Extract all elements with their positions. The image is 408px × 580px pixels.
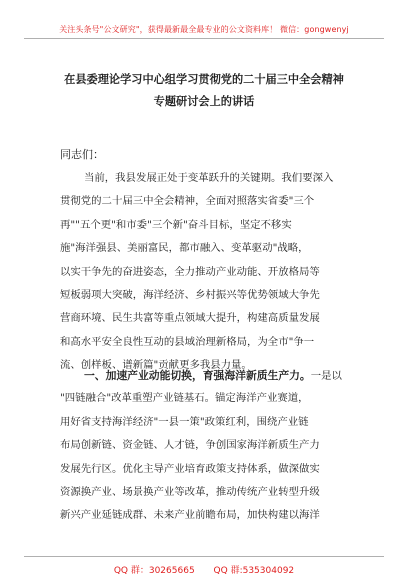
header-divider [24,38,384,39]
paragraph-line: 施"海洋强县、美丽富民，都市融入、变革驱动"战略， [60,242,309,255]
paragraph-line: 再""五个更"和市委"三个新"奋斗目标，坚定不移实 [60,218,292,231]
footer [0,563,408,576]
paragraph-line: 和高水平安全良性互动的县域治理新格局，为全市"争一 [60,335,315,348]
paragraph-line: 用好省支持海洋经济"一县一策"政策红利，围绕产业链 [60,415,309,428]
paragraph-1 [60,167,356,378]
paragraph-line: 以实干争先的奋进姿态，全力推动产业动能、开放格局等 [60,265,320,278]
footer-qq-group-1: QQ 群：30265665 [113,566,195,576]
section-heading-line [60,364,356,387]
paragraph-line: "四链融合"改革重塑产业链基石。锚定海洋产业赛道， [60,392,309,405]
paragraph-line: 新兴产业延链成群、未来产业前瞻布局，加快构建以海洋 [60,509,320,522]
top-banner: 关注头条号"公文研究"，获得最新最全最专业的公文资料库！ 微信：gongwenyj [59,25,349,34]
document-title-line2: 专题研讨会上的讲话 [153,95,255,108]
document-title-line1: 在县委理论学习中心组学习贯彻党的二十届三中全会精神 [64,73,344,86]
paragraph-2 [60,364,356,528]
paragraph-line: 发展先行区。优化主导产业培育政策支持体系，做深做实 [60,462,320,475]
paragraph-line: 贯彻党的二十届三中全会精神，全面对照落实省委"三个 [60,195,315,208]
section-heading-tail: 一是以 [310,370,342,382]
paragraph-line: 流、创样板、谱新篇"贡献更多我县力量。 [60,359,252,372]
footer-qq-group-2: QQ 群:535304092 [213,566,295,576]
footer-divider [24,556,384,557]
section-heading: 一、加速产业动能切换，育强海洋新质生产力。 [84,369,311,382]
paragraph-line: 营商环境、民生共富等重点领域大提升，构建高质量发展 [60,312,320,325]
paragraph-line: 布局创新链、资金链、人才链，争创国家海洋新质生产力 [60,439,320,452]
paragraph-line: 资源换产业、场景换产业等改革，推动传统产业转型升级 [60,485,320,498]
salutation: 同志们： [60,148,104,161]
paragraph-line: 当前，我县发展正处于变革跃升的关键期。我们要深入 [84,172,334,184]
paragraph-line: 短板弱项大突破，海洋经济、乡村振兴等优势领域大争先 [60,288,320,301]
